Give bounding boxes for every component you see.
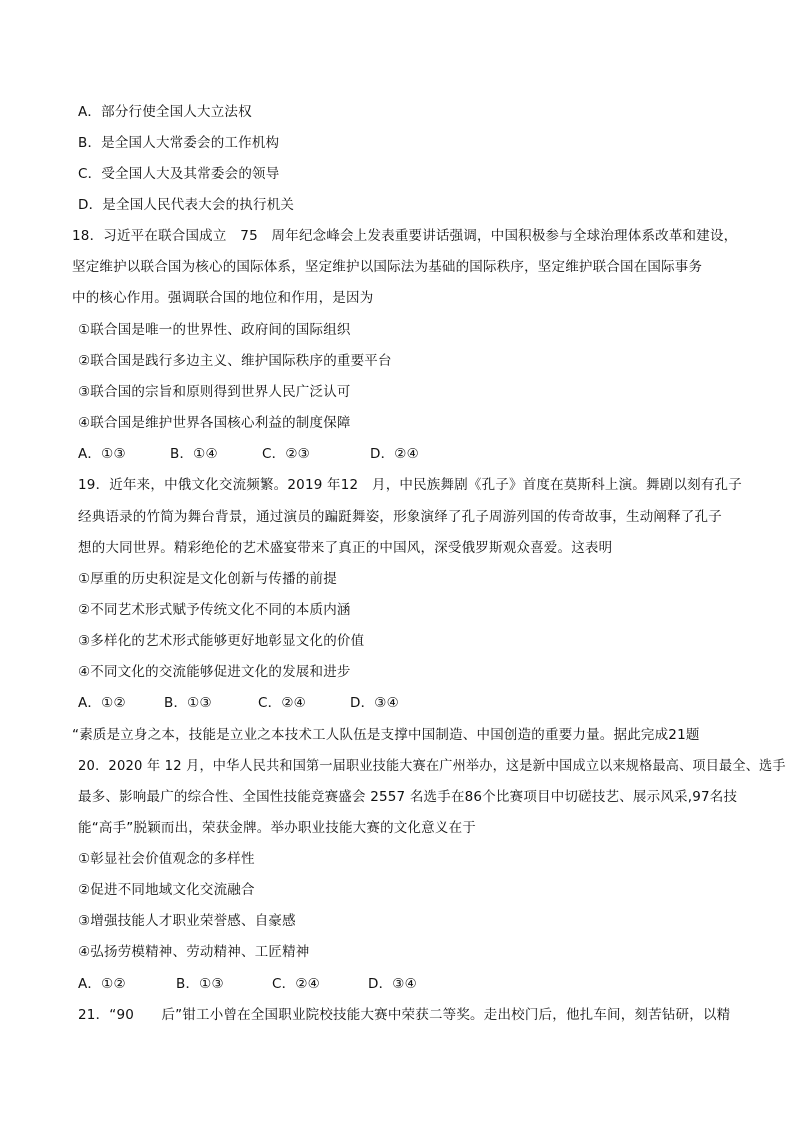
q19-statement-3: ③多样化的艺术形式能够更好地彰显文化的价值 [78, 633, 365, 649]
q17-option-b: B．是全国人大常委会的工作机构 [78, 135, 280, 151]
q20-statement-1: ①彰显社会价值观念的多样性 [78, 851, 255, 867]
q20-statement-4: ④弘扬劳模精神、劳动精神、工匠精神 [78, 944, 310, 960]
q20-stem-line-1: 20．2020 年 12 月，中华人民共和国第一届职业技能大赛在广州举办，这是新中国成立以来规格最高、项目最全、选手 [78, 758, 786, 774]
q19-statement-1: ①厚重的历史积淀是文化创新与传播的前提 [78, 571, 337, 587]
q18-statement-2: ②联合国是践行多边主义、维护国际秩序的重要平台 [78, 353, 392, 369]
q19-option-c: C．②④ [258, 695, 306, 711]
q18-statement-4: ④联合国是维护世界各国核心利益的制度保障 [78, 415, 351, 431]
q21-stem-line-1: 21．“90 后”钳工小曾在全国职业院校技能大赛中荣获二等奖。走出校门后，他扎车间，刻苦钻研，以精 [78, 1007, 731, 1023]
q18-stem-line-2: 坚定维护以联合国为核心的国际体系，坚定维护以国际法为基础的国际秩序，坚定维护联合国在国际事务 [72, 259, 703, 275]
q20-statement-3: ③增强技能人才职业荣誉感、自豪感 [78, 913, 296, 929]
q19-stem-line-3: 想的大同世界。精彩绝伦的艺术盛宴带来了真正的中国风，深受俄罗斯观众喜爱。这表明 [78, 540, 613, 556]
q20-options [78, 975, 417, 993]
q20-option-a: A．①② [78, 976, 126, 992]
material-intro: “素质是立身之本，技能是立业之本技术工人队伍是支撑中国制造、中国创造的重要力量。据此完成21题 [72, 727, 700, 743]
q19-statement-4: ④不同文化的交流能够促进文化的发展和进步 [78, 664, 351, 680]
q18-option-a: A．①③ [78, 446, 126, 462]
q20-option-d: D．③④ [368, 976, 417, 992]
q18-statement-3: ③联合国的宗旨和原则得到世界人民广泛认可 [78, 384, 351, 400]
q18-option-d: D．②④ [370, 446, 419, 462]
q19-stem-line-2: 经典语录的竹简为舞台背景，通过演员的蹁跹舞姿，形象演绎了孔子周游列国的传奇故事，生动阐释了孔子 [78, 509, 722, 525]
q20-statement-2: ②促进不同地域文化交流融合 [78, 882, 255, 898]
q18-statement-1: ①联合国是唯一的世界性、政府间的国际组织 [78, 322, 351, 338]
q19-option-b: B．①③ [164, 695, 212, 711]
q18-option-b: B．①④ [170, 446, 218, 462]
q19-option-d: D．③④ [350, 695, 399, 711]
q20-option-b: B．①③ [176, 976, 224, 992]
q17-option-c: C．受全国人大及其常委会的领导 [78, 166, 280, 182]
q19-stem-line-1: 19．近年来，中俄文化交流频繁。2019 年12 月，中民族舞剧《孔子》首度在莫斯科上演。舞剧以刻有孔子 [78, 477, 742, 493]
q18-options [78, 445, 419, 463]
q18-option-c: C．②③ [262, 446, 310, 462]
q20-stem-line-2: 最多、影响最广的综合性、全国性技能竞赛盛会 2557 名选手在86个比赛项目中切磋技艺、展示风采,97名技 [78, 789, 738, 805]
q18-stem-line-3: 中的核心作用。强调联合国的地位和作用，是因为 [72, 290, 374, 306]
q17-option-d: D．是全国人民代表大会的执行机关 [78, 197, 295, 213]
q19-options [78, 694, 399, 712]
q18-stem-line-1: 18．习近平在联合国成立 75 周年纪念峰会上发表重要讲话强调，中国积极参与全球治理体系改革和建设， [72, 228, 738, 244]
q20-stem-line-3: 能“高手”脱颖而出，荣获金牌。举办职业技能大赛的文化意义在于 [78, 820, 476, 836]
q20-option-c: C．②④ [272, 976, 320, 992]
q17-option-a: A．部分行使全国人大立法权 [78, 104, 252, 120]
q19-option-a: A．①② [78, 695, 126, 711]
q19-statement-2: ②不同艺术形式赋予传统文化不同的本质内涵 [78, 602, 351, 618]
